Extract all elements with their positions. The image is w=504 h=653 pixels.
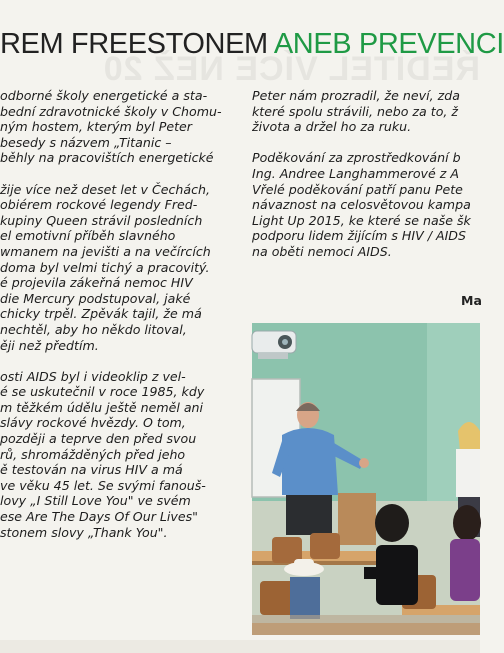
text-line: na oběti nemoci AIDS. xyxy=(252,243,392,259)
text-line: Peter nám prozradil, že neví, zda xyxy=(252,88,460,103)
text-line: žije více než deset let v Čechách, xyxy=(0,181,211,197)
text-line: návaznost na celosvětovou kampa xyxy=(252,197,471,213)
left-column-text xyxy=(0,88,247,648)
text-line: života a držel ho za ruku. xyxy=(252,119,412,135)
text-line: ným hostem, kterým byl Peter xyxy=(0,119,192,135)
text-line: chicky trpěl. Zpěvák tajil, že má xyxy=(0,306,202,322)
text-line: slávy rockové hvězdy. O tom, xyxy=(0,415,186,431)
text-line: die Mercury podstupoval, jaké xyxy=(0,290,191,306)
right-column-text xyxy=(252,88,480,303)
student-with-hat-figure xyxy=(284,559,324,619)
text-line: Ing. Andree Langhammerové z A xyxy=(252,165,459,181)
classroom-scene-illustration xyxy=(252,323,480,635)
text-line: které spolu strávili, nebo za to, ž xyxy=(252,103,459,119)
text-line: kupiny Queen strávil posledních xyxy=(0,212,203,228)
paragraph-gap xyxy=(252,135,480,151)
text-line: bední zdravotnické školy v Chomu- xyxy=(0,103,222,119)
text-line: ě testován na virus HIV a má xyxy=(0,462,183,478)
text-line: podporu lidem žijícím s HIV / AIDS xyxy=(252,228,467,244)
text-line: osti AIDS byl i videoklip z vel- xyxy=(0,368,186,384)
text-line: ěji než předtím. xyxy=(0,337,99,353)
text-line: el emotivní příběh slavného xyxy=(0,228,176,244)
text-line: odborné školy energetické a sta- xyxy=(0,88,208,103)
title-dark-part: REM FREESTONEM xyxy=(0,28,268,60)
text-line: později a teprve den před svou xyxy=(0,431,197,447)
text-line: obiérem rockové legendy Fred- xyxy=(0,197,198,213)
text-line: é projevila zákeřná nemoc HIV xyxy=(0,275,193,291)
page-bottom-margin xyxy=(0,640,480,653)
text-line: besedy s názvem „Titanic – xyxy=(0,134,172,150)
student-purple-figure xyxy=(450,505,481,601)
text-line: Vřelé poděkování patří panu Pete xyxy=(252,181,463,197)
text-line: rů, shromážděných před jeho xyxy=(0,446,186,462)
text-line: stonem slovy „Thank You". xyxy=(0,524,168,540)
title-green-part: ANEB PREVENCI xyxy=(273,28,504,60)
text-line: běhly na pracovištích energetické xyxy=(0,150,214,166)
reverse-side-bleed-text: ŘEDITEL VÍCE NEŽ 20 xyxy=(102,50,480,88)
author-signature: Ma xyxy=(461,293,482,308)
article-title xyxy=(0,28,504,61)
text-line: Light Up 2015, ke které se naše šk xyxy=(252,212,471,228)
text-line: m těžkém údělu ještě neměl ani xyxy=(0,399,204,415)
paragraph-gap xyxy=(0,353,247,369)
text-line: wmanem na jevišti a na večírcích xyxy=(0,243,211,259)
text-line: nechtěl, aby ho někdo litoval, xyxy=(0,321,187,337)
text-line: é se uskutečnil v roce 1985, kdy xyxy=(0,384,205,400)
classroom-photo xyxy=(252,323,480,635)
paragraph-gap xyxy=(0,166,247,182)
text-line: ese Are The Days Of Our Lives" xyxy=(0,509,198,525)
text-line: Poděkování za zprostředkování b xyxy=(252,150,461,166)
text-line: ve věku 45 let. Se svými fanouš- xyxy=(0,477,206,493)
text-line: lovy „I Still Love You" ve svém xyxy=(0,493,191,509)
text-line: doma byl velmi tichý a pracovitý. xyxy=(0,259,210,275)
